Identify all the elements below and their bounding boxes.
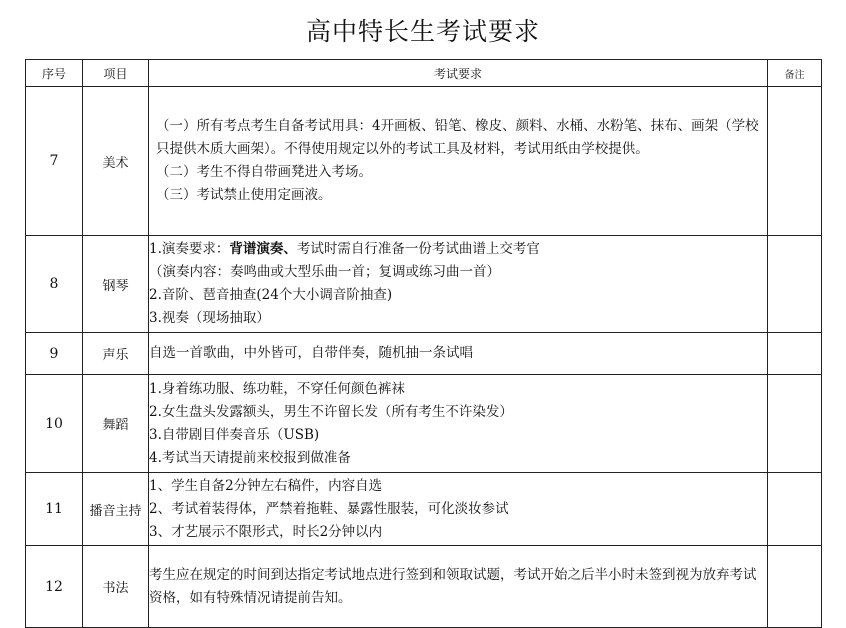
row-item: 播音主持 <box>83 473 149 546</box>
req-line: 自选一首歌曲，中外皆可，自带伴奏，随机抽一条试唱 <box>149 345 473 361</box>
header-req: 考试要求 <box>149 60 768 87</box>
row-note <box>768 333 822 375</box>
row-note <box>768 546 822 628</box>
row-item: 美术 <box>83 87 149 236</box>
header-item: 项目 <box>83 60 149 87</box>
req-emphasis: 背谱演奏、 <box>229 241 297 257</box>
row-num: 10 <box>26 375 83 473</box>
table-row <box>26 236 822 333</box>
table-row <box>26 375 822 473</box>
header-note: 备注 <box>768 60 822 87</box>
table-row <box>26 87 822 236</box>
row-requirements <box>149 236 768 333</box>
req-line: 4.考试当天请提前来校报到做准备 <box>149 449 351 466</box>
header-num: 序号 <box>26 60 83 87</box>
row-note <box>768 236 822 333</box>
req-line: 3.视奏（现场抽取） <box>149 310 270 326</box>
req-line: 3、才艺展示不限形式，时长2分钟以内 <box>149 523 383 540</box>
row-item: 声乐 <box>83 333 149 375</box>
row-num: 8 <box>26 236 83 333</box>
row-num: 12 <box>26 546 83 628</box>
req-line <box>149 238 767 261</box>
req-line: 考生应在规定的时间到达指定考试地点进行签到和领取试题，考试开始之后半小时未签到视为放弃考试资格，如有特殊情况请提前告知。 <box>149 566 757 606</box>
row-requirements <box>149 375 768 473</box>
row-note <box>768 87 822 236</box>
req-line: 3.自带剧目伴奏音乐（USB) <box>149 426 320 443</box>
page-title: 高中特长生考试要求 <box>305 17 540 46</box>
table-row <box>26 473 822 546</box>
row-note <box>768 473 822 546</box>
row-item: 书法 <box>83 546 149 628</box>
table-row <box>26 546 822 628</box>
req-prefix: 1.演奏要求： <box>149 241 230 257</box>
table-row <box>26 333 822 375</box>
header-row <box>26 60 822 87</box>
req-line: （三）考试禁止使用定画液。 <box>156 187 332 203</box>
req-rest: 考试时需自行准备一份考试曲谱上交考官 <box>296 241 540 257</box>
req-line: 2、考试着装得体，严禁着拖鞋、暴露性服装，可化淡妆参试 <box>149 500 509 517</box>
row-item: 舞蹈 <box>83 375 149 473</box>
row-item: 钢琴 <box>83 236 149 333</box>
row-requirements <box>149 333 768 375</box>
row-requirements <box>149 473 768 546</box>
requirements-table <box>25 59 822 628</box>
req-line: （二）考生不得自带画凳进入考场。 <box>156 164 372 180</box>
row-num: 7 <box>26 87 83 236</box>
row-requirements <box>149 87 768 236</box>
req-line: 2.音阶、琶音抽查(24个大小调音阶抽查) <box>149 287 393 303</box>
req-line: 2.女生盘头发露额头，男生不许留长发（所有考生不许染发） <box>149 403 513 420</box>
req-line: 1.身着练功服、练功鞋，不穿任何颜色裤袜 <box>149 380 405 397</box>
req-line: （演奏内容：奏鸣曲或大型乐曲一首；复调或练习曲一首） <box>149 264 500 280</box>
req-line: （一）所有考点考生自备考试用具：4开画板、铅笔、橡皮、颜料、水桶、水粉笔、抹布、画架（学校只提供木质大画架）。不得使用规定以外的考试工具及材料，考试用纸由学校提供。 <box>156 118 759 157</box>
req-line: 1、学生自备2分钟左右稿件，内容自选 <box>149 477 383 494</box>
row-num: 9 <box>26 333 83 375</box>
row-requirements <box>149 546 768 628</box>
row-num: 11 <box>26 473 83 546</box>
row-note <box>768 375 822 473</box>
